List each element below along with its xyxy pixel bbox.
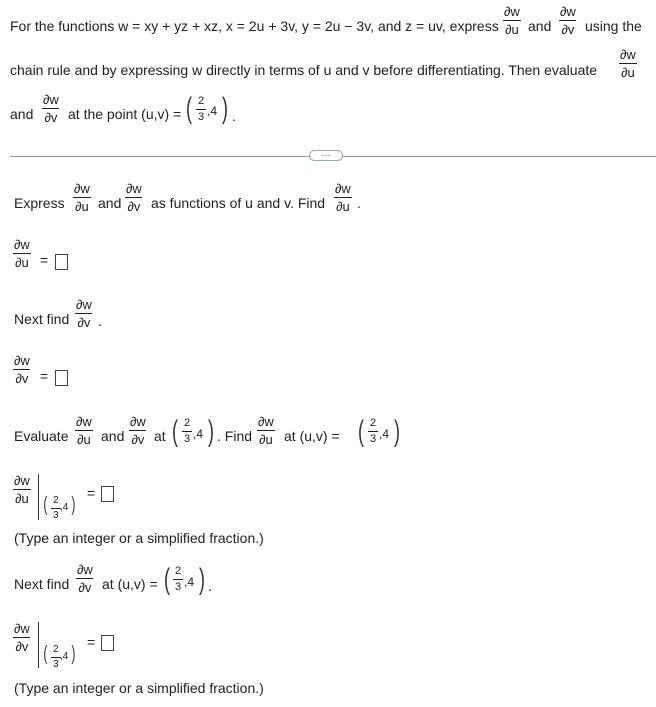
partial-w-u-fraction: $\frac{\partial w}{\partial u}$	[76, 414, 92, 447]
partial-w-u-fraction: $\frac{\partial w}{\partial u}$	[620, 47, 636, 80]
equals-sign: =	[40, 252, 49, 268]
partial-w-v-fraction: $\frac{\partial w}{\partial v}$	[76, 297, 92, 330]
point-y: ,4	[60, 651, 69, 662]
problem-line-2: chain rule and by expressing w directly in terms of u and v before differentiating. Then evaluate	[10, 62, 598, 78]
step1-text: as functions of u and v. Find	[151, 195, 326, 211]
eval-dw-dv-answer-input[interactable]	[101, 635, 114, 651]
partial-w-v-fraction: $\frac{\partial w}{\partial v}$	[130, 414, 146, 447]
at-uv-text: at (u,v) =	[284, 428, 340, 444]
problem-line-1: For the functions w = xy + yz + xz, x = 2u + 3v, y = 2u − 3v, and z = uv, express	[10, 18, 499, 34]
dw-dv-answer-input[interactable]	[55, 370, 68, 386]
answer-hint: (Type an integer or a simplified fraction.)	[14, 680, 264, 696]
point-y: ,4	[184, 575, 195, 589]
answer-label-dw-dv: $\frac{\partial w}{\partial v}$	[14, 353, 30, 386]
period: .	[232, 108, 236, 124]
at-point-text: at the point (u,v) =	[68, 106, 182, 122]
left-paren: (	[43, 643, 48, 665]
show-more-button[interactable]: ···	[309, 150, 343, 161]
answer-hint: (Type an integer or a simplified fraction.)	[14, 530, 264, 546]
eval-dw-du-answer-input[interactable]	[101, 486, 114, 502]
point-fraction: $\frac{2}{3}$	[184, 417, 191, 445]
left-paren: (	[43, 494, 48, 516]
point-y: ,4	[379, 427, 390, 441]
dw-du-answer-input[interactable]	[55, 254, 68, 270]
right-paren: )	[71, 494, 76, 516]
point-y: ,4	[193, 427, 204, 441]
right-paren: )	[222, 92, 228, 125]
evaluation-bar	[38, 622, 39, 668]
left-paren: (	[164, 563, 170, 596]
next-find-label: Next find	[14, 311, 70, 327]
period: .	[208, 578, 212, 594]
point-y: ,4	[207, 104, 218, 118]
evaluation-bar	[38, 474, 39, 520]
point-fraction: $\frac{2}{3}$	[175, 565, 182, 593]
at-text: at	[154, 428, 166, 444]
left-paren: (	[358, 415, 364, 448]
and-text: and	[528, 18, 552, 34]
point-y: ,4	[60, 502, 69, 513]
and-text: and	[98, 195, 122, 211]
right-paren: )	[71, 643, 76, 665]
point-fraction: $\frac{2}{3}$	[53, 644, 59, 670]
right-paren: )	[208, 415, 214, 448]
right-paren: )	[394, 415, 400, 448]
using-the-text: using the	[585, 18, 642, 34]
at-uv-text: at (u,v) =	[102, 576, 158, 592]
and-text: and	[101, 428, 125, 444]
answer-label-dw-du: $\frac{\partial w}{\partial u}$	[14, 237, 30, 270]
answer-label-dw-du-evaluated: $\frac{\partial w}{\partial u}$	[14, 473, 30, 506]
partial-w-v-fraction: $\frac{\partial w}{\partial v}$	[560, 4, 576, 37]
left-paren: (	[172, 415, 178, 448]
partial-w-u-fraction: $\frac{\partial w}{\partial u}$	[335, 181, 351, 214]
evaluate-label: Evaluate	[14, 428, 69, 444]
partial-w-u-fraction: $\frac{\partial w}{\partial u}$	[504, 4, 520, 37]
next-find-label: Next find	[14, 576, 70, 592]
period: .	[357, 195, 361, 211]
partial-w-v-fraction: $\frac{\partial w}{\partial v}$	[126, 181, 142, 214]
point-fraction: $\frac{2}{3}$	[53, 495, 59, 521]
point-fraction: $\frac{2}{3}$	[370, 417, 377, 445]
partial-w-u-fraction: $\frac{\partial w}{\partial u}$	[258, 414, 274, 447]
express-label: Express	[14, 195, 65, 211]
period: .	[98, 313, 102, 329]
left-paren: (	[186, 92, 192, 125]
partial-w-v-fraction: $\frac{\partial w}{\partial v}$	[43, 92, 59, 125]
partial-w-v-fraction: $\frac{\partial w}{\partial v}$	[77, 562, 93, 595]
right-paren: )	[199, 563, 205, 596]
and-text: and	[10, 106, 34, 122]
answer-label-dw-dv-evaluated: $\frac{\partial w}{\partial v}$	[14, 621, 30, 654]
partial-w-u-fraction: $\frac{\partial w}{\partial u}$	[74, 181, 90, 214]
equals-sign: =	[40, 368, 49, 384]
equals-sign: =	[87, 634, 96, 650]
point-fraction: $\frac{2}{3}$	[198, 95, 205, 123]
find-text: . Find	[217, 428, 253, 444]
equals-sign: =	[87, 485, 96, 501]
